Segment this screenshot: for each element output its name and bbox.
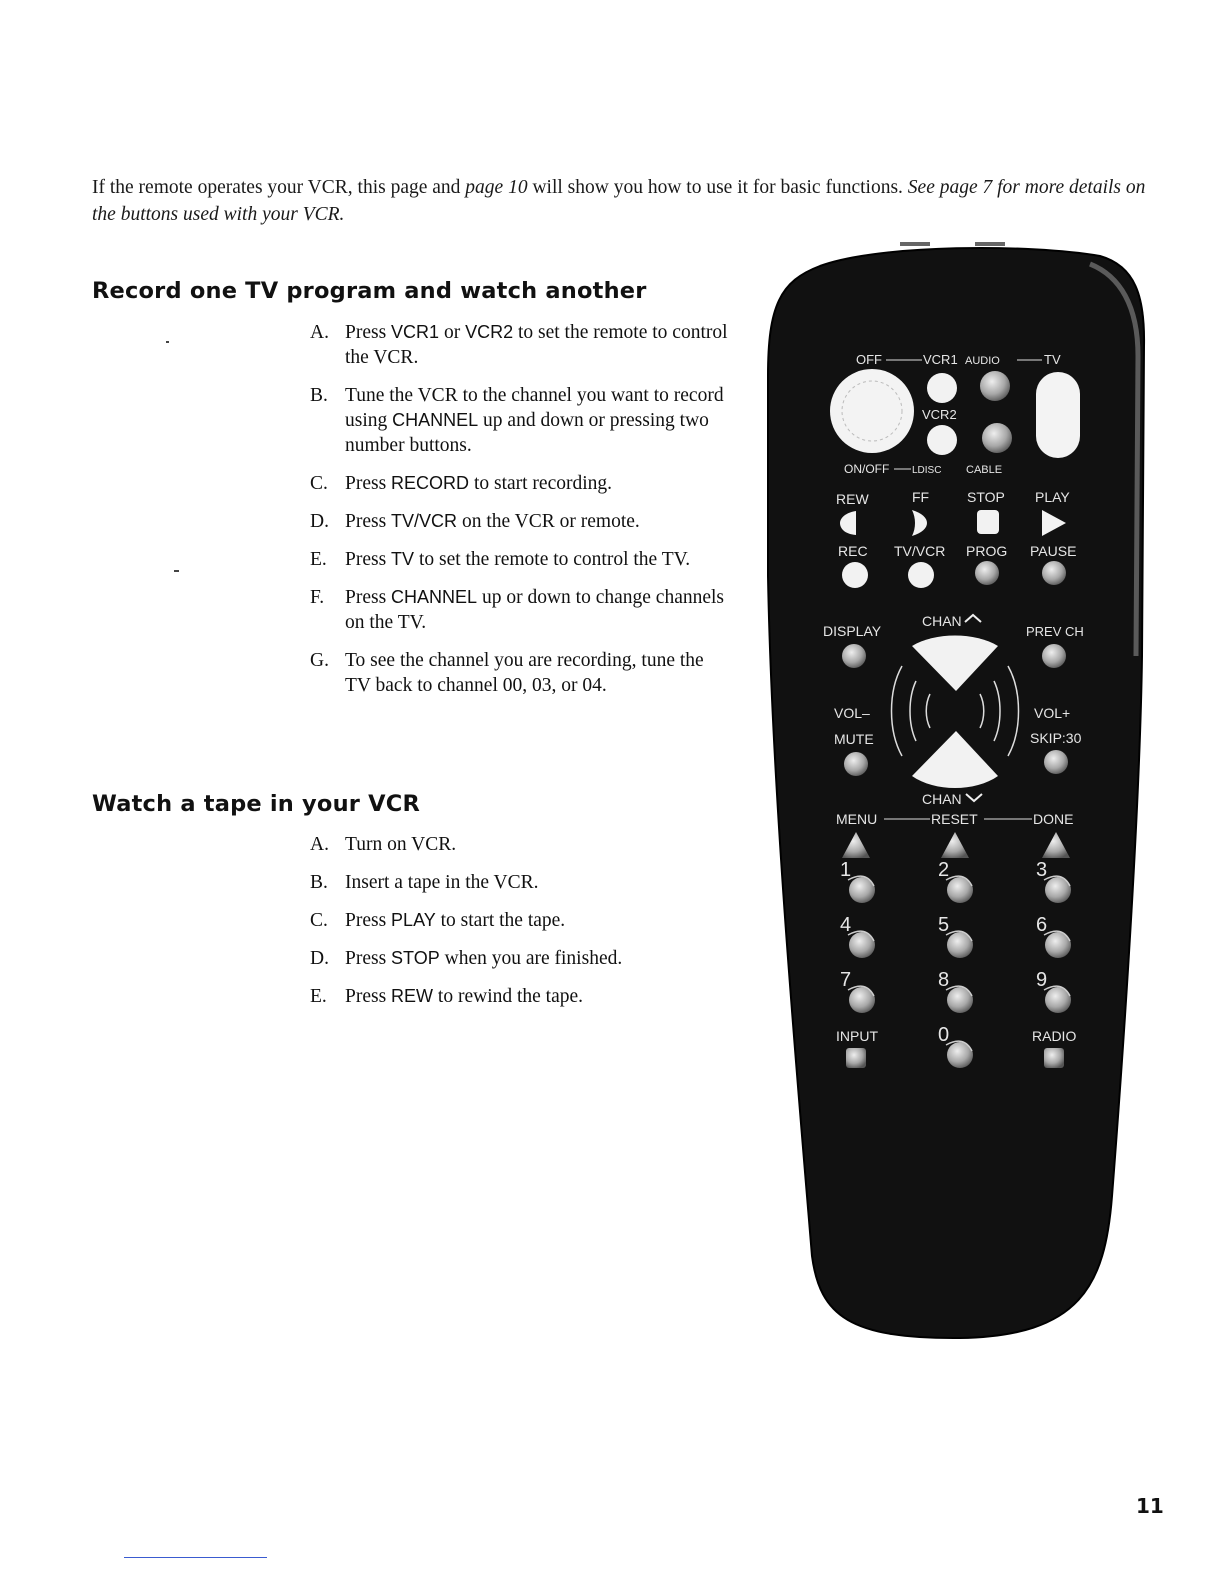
tv-button[interactable]	[1036, 372, 1080, 458]
step-item	[310, 383, 730, 458]
step-text: to set the remote to control the TV.	[414, 549, 691, 570]
step-letter: A.	[310, 834, 329, 855]
remote-label-ldisc: LDISC	[912, 465, 942, 476]
page-reference: page 10	[465, 176, 528, 198]
remote-label-radio: RADIO	[1032, 1028, 1077, 1044]
remote-label-rew: REW	[836, 491, 869, 507]
number-label: 7	[840, 969, 852, 991]
footer-rule	[124, 1557, 267, 1558]
remote-label-off: OFF	[856, 352, 882, 367]
step-letter: E.	[310, 549, 327, 570]
vcr2-button[interactable]	[927, 425, 957, 455]
tvvcr-button[interactable]	[908, 562, 934, 588]
scan-speck	[166, 341, 169, 343]
number-label: 0	[938, 1024, 950, 1046]
power-button[interactable]	[830, 369, 914, 453]
step-text: or	[439, 322, 466, 343]
remote-label-rec: REC	[838, 543, 868, 559]
vcr1-button[interactable]	[927, 373, 957, 403]
input-button[interactable]	[846, 1048, 866, 1068]
step-item	[310, 870, 730, 895]
step-item	[310, 585, 730, 635]
step-letter: D.	[310, 511, 329, 532]
step-text: when you are finished.	[439, 948, 623, 969]
remote-label-done: DONE	[1033, 811, 1074, 827]
remote-label-ff: FF	[912, 489, 930, 505]
step-item	[310, 547, 730, 572]
step-text: Tune the VCR to the channel you want to record using	[345, 385, 724, 431]
remote-label-vcr1: VCR1	[923, 352, 958, 367]
step-text: Press	[345, 587, 392, 608]
step-letter: F.	[310, 587, 325, 608]
step-item	[310, 471, 730, 496]
step-text: To see the channel you are recording, tune the TV back to channel 00, 03, or 04.	[345, 650, 704, 696]
remote-label-pause: PAUSE	[1030, 543, 1077, 559]
step-text: Press	[345, 986, 392, 1007]
step-text: Press	[345, 322, 392, 343]
cable-button[interactable]	[982, 423, 1012, 453]
step-letter: B.	[310, 872, 328, 893]
step-text: Press	[345, 511, 392, 532]
button-name: REW	[391, 986, 434, 1006]
step-item	[310, 648, 730, 698]
number-label: 6	[1036, 914, 1048, 936]
step-text: Press	[345, 910, 392, 931]
number-label: 8	[938, 969, 950, 991]
remote-label-reset: RESET	[931, 811, 978, 827]
remote-label-vcr2: VCR2	[922, 407, 957, 422]
stop-button[interactable]	[977, 510, 999, 534]
section-heading-watch: Watch a tape in your VCR	[92, 791, 420, 817]
pause-button[interactable]	[1042, 561, 1066, 585]
step-text: up and down or pressing two number buttons.	[345, 410, 709, 456]
rec-button[interactable]	[842, 562, 868, 588]
remote-label-vol-minus: VOL–	[834, 705, 870, 721]
number-label: 3	[1036, 859, 1048, 881]
display-button[interactable]	[842, 644, 866, 668]
watch-steps-list	[310, 832, 730, 1022]
remote-label-tv: TV	[1044, 352, 1061, 367]
remote-label-mute: MUTE	[834, 731, 874, 747]
step-text: up or down to change channels on the TV.	[345, 587, 725, 633]
step-item	[310, 320, 730, 370]
number-label: 9	[1036, 969, 1048, 991]
remote-label-prev-ch: PREV CH	[1026, 624, 1084, 639]
page-number: 11	[1136, 1494, 1164, 1518]
button-name: CHANNEL	[391, 587, 478, 607]
audio-button[interactable]	[980, 371, 1010, 401]
step-letter: A.	[310, 322, 329, 343]
button-name: VCR1	[391, 322, 440, 342]
remote-label-skip: SKIP:30	[1030, 730, 1082, 746]
intro-paragraph: If the remote operates your VCR, this page and page 10 will show you how to use it for basic functions. See page 7 for more details on the buttons used with your VCR.	[92, 176, 1146, 225]
section-heading-record: Record one TV program and watch another	[92, 278, 647, 304]
remote-label-onoff: ON/OFF	[844, 462, 890, 476]
step-item	[310, 832, 730, 857]
number-label: 5	[938, 914, 950, 936]
remote-label-chan-up: CHAN	[922, 613, 962, 629]
radio-button[interactable]	[1044, 1048, 1064, 1068]
step-letter: G.	[310, 650, 329, 671]
step-item	[310, 509, 730, 534]
mute-button[interactable]	[844, 752, 868, 776]
remote-label-stop: STOP	[967, 489, 1005, 505]
step-letter: C.	[310, 910, 328, 931]
button-name: TV/VCR	[391, 511, 458, 531]
prev-ch-button[interactable]	[1042, 644, 1066, 668]
step-letter: D.	[310, 948, 329, 969]
step-item	[310, 984, 730, 1009]
step-text: to start the tape.	[435, 910, 566, 931]
remote-label-display: DISPLAY	[823, 623, 882, 639]
button-name: VCR2	[465, 322, 514, 342]
remote-label-vol-plus: VOL+	[1034, 705, 1071, 721]
button-name: CHANNEL	[392, 410, 479, 430]
record-steps-list	[310, 320, 730, 711]
number-label: 1	[840, 859, 852, 881]
scan-speck	[174, 570, 179, 572]
step-text: on the VCR or remote.	[457, 511, 640, 532]
button-name: PLAY	[391, 910, 436, 930]
remote-label-tvvcr: TV/VCR	[894, 543, 946, 559]
step-item	[310, 946, 730, 971]
step-text: Turn on VCR.	[345, 834, 457, 855]
remote-label-input: INPUT	[836, 1028, 878, 1044]
step-text: to start recording.	[469, 473, 613, 494]
button-name: RECORD	[391, 473, 470, 493]
step-text: to set the remote to control the VCR.	[345, 322, 728, 368]
button-name: TV	[391, 549, 415, 569]
step-text: Press	[345, 948, 392, 969]
step-letter: B.	[310, 385, 328, 406]
remote-label-cable: CABLE	[966, 464, 1003, 476]
button-name: STOP	[391, 948, 440, 968]
step-text: Press	[345, 549, 392, 570]
remote-control-illustration	[760, 236, 1150, 1346]
skip-button[interactable]	[1044, 750, 1068, 774]
remote-label-play: PLAY	[1035, 489, 1070, 505]
intro-italic-note: See page 7 for more details on the buttons used with your VCR.	[92, 176, 1146, 225]
step-letter: E.	[310, 986, 327, 1007]
number-label: 4	[840, 914, 852, 936]
remote-label-chan-down: CHAN	[922, 791, 962, 807]
step-text: Insert a tape in the VCR.	[345, 872, 539, 893]
number-label: 2	[938, 859, 950, 881]
remote-label-audio: AUDIO	[965, 355, 1000, 367]
prog-button[interactable]	[975, 561, 999, 585]
step-text: Press	[345, 473, 392, 494]
remote-label-prog: PROG	[966, 543, 1008, 559]
remote-label-menu: MENU	[836, 811, 878, 827]
step-text: to rewind the tape.	[433, 986, 584, 1007]
step-letter: C.	[310, 473, 328, 494]
step-item	[310, 908, 730, 933]
